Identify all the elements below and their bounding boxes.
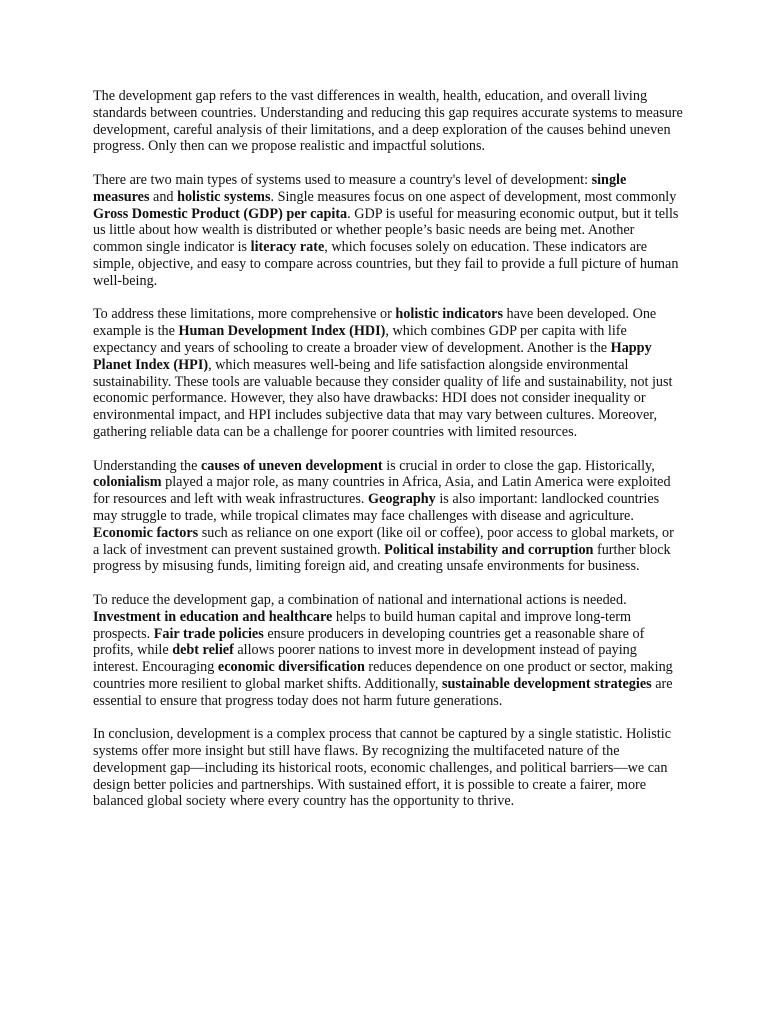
- bold-term: Human Development Index (HDI): [178, 323, 386, 340]
- paragraph-measurement-systems: [93, 172, 683, 290]
- paragraph-causes: [93, 458, 683, 576]
- bold-term: holistic indicators: [395, 306, 503, 323]
- bold-term: causes of uneven development: [200, 457, 383, 474]
- text-run: There are two main types of systems used to measure a country's level of development:: [93, 171, 592, 188]
- text-run: is also important: landlocked countries may struggle to trade, while tropical climates may face challenges with disease and agriculture.: [93, 491, 660, 524]
- paragraph-solutions: [93, 592, 683, 710]
- paragraph-intro: [93, 88, 683, 155]
- text-run: , which measures well-being and life satisfaction alongside environmental sustainability. These tools are valuable because they consider quality of life and sustainability, not just economic performance. However, they also have drawbacks: HDI does not consider inequality or environmental impact, and HPI includes subjective data that may vary between cultures. Moreover, gathering reliable data can be a challenge for poorer countries with limited resources.: [93, 356, 673, 440]
- bold-term: Happy Planet Index (HPI): [93, 339, 652, 373]
- bold-term: economic diversification: [217, 659, 365, 676]
- text-run: To address these limitations, more comprehensive or: [93, 306, 396, 323]
- bold-term: Gross Domestic Product (GDP) per capita: [93, 205, 348, 222]
- text-run: allows poorer nations to invest more in development instead of paying interest. Encouraging: [93, 642, 637, 676]
- text-run: Understanding the: [93, 457, 201, 474]
- bold-term: Geography: [367, 491, 436, 508]
- text-run: have been developed. One example is the: [93, 306, 657, 340]
- text-run: such as reliance on one export (like oil or coffee), poor access to global markets, or a lack of investment can prevent sustained growth.: [93, 524, 674, 558]
- bold-term: Economic factors: [93, 524, 199, 541]
- bold-term: Investment in education and healthcare: [93, 608, 333, 625]
- paragraph-holistic-indicators: [93, 306, 683, 440]
- bold-term: Fair trade policies: [153, 625, 264, 642]
- text-run: are essential to ensure that progress today does not harm future generations.: [93, 675, 673, 709]
- text-run: , which combines GDP per capita with life expectancy and years of schooling to create a broader view of development. Another is the: [93, 323, 627, 356]
- text-run: , which focuses solely on education. These indicators are simple, objective, and easy to compare across countries, but they fail to provide a full picture of human well-being.: [93, 239, 679, 289]
- bold-term: Political instability and corruption: [384, 541, 594, 558]
- text-run: played a major role, as many countries in Africa, Asia, and Latin America were exploited for resources and left with weak infrastructures.: [93, 474, 671, 508]
- bold-term: single measures: [93, 171, 627, 205]
- document-body: [93, 88, 683, 827]
- text-run: and: [149, 188, 178, 205]
- text-run: In conclusion, development is a complex process that cannot be captured by a single statistic. Holistic systems offer more insight but still have flaws. By recognizing the multifaceted nature of the development gap—including its historical roots, economic challenges, and political barriers—we can design better policies and partnerships. With sustained effort, it is possible to create a fairer, more balanced global society where every country has the opportunity to thrive.: [93, 726, 671, 810]
- text-run: The development gap refers to the vast differences in wealth, health, education, and overall living standards between countries. Understanding and reducing this gap requires accurate systems to measure development, careful analysis of their limitations, and a deep exploration of the causes behind uneven progress. Only then can we propose realistic and impactful solutions.: [93, 88, 683, 155]
- text-run: further block progress by misusing funds, limiting foreign aid, and creating unsafe environments for business.: [93, 541, 671, 575]
- text-run: . GDP is useful for measuring economic output, but it tells us little about how wealth is distributed or whether people’s basic needs are being met. Another common single indicator is: [93, 205, 679, 256]
- text-run: reduces dependence on one product or sector, making countries more resilient to global market shifts. Additionally,: [93, 659, 673, 692]
- bold-term: holistic systems: [177, 188, 271, 205]
- text-run: . Single measures focus on one aspect of development, most commonly: [270, 188, 677, 205]
- text-run: is crucial in order to close the gap. Historically,: [382, 457, 655, 474]
- text-run: To reduce the development gap, a combination of national and international actions is needed.: [93, 591, 627, 608]
- bold-term: sustainable development strategies: [441, 675, 652, 692]
- bold-term: debt relief: [172, 642, 234, 659]
- bold-term: literacy rate: [250, 239, 325, 256]
- text-run: ensure producers in developing countries get a reasonable share of profits, while: [93, 625, 645, 659]
- bold-term: colonialism: [93, 474, 162, 491]
- text-run: helps to build human capital and improve long-term prospects.: [93, 608, 632, 642]
- paragraph-conclusion: [93, 726, 683, 810]
